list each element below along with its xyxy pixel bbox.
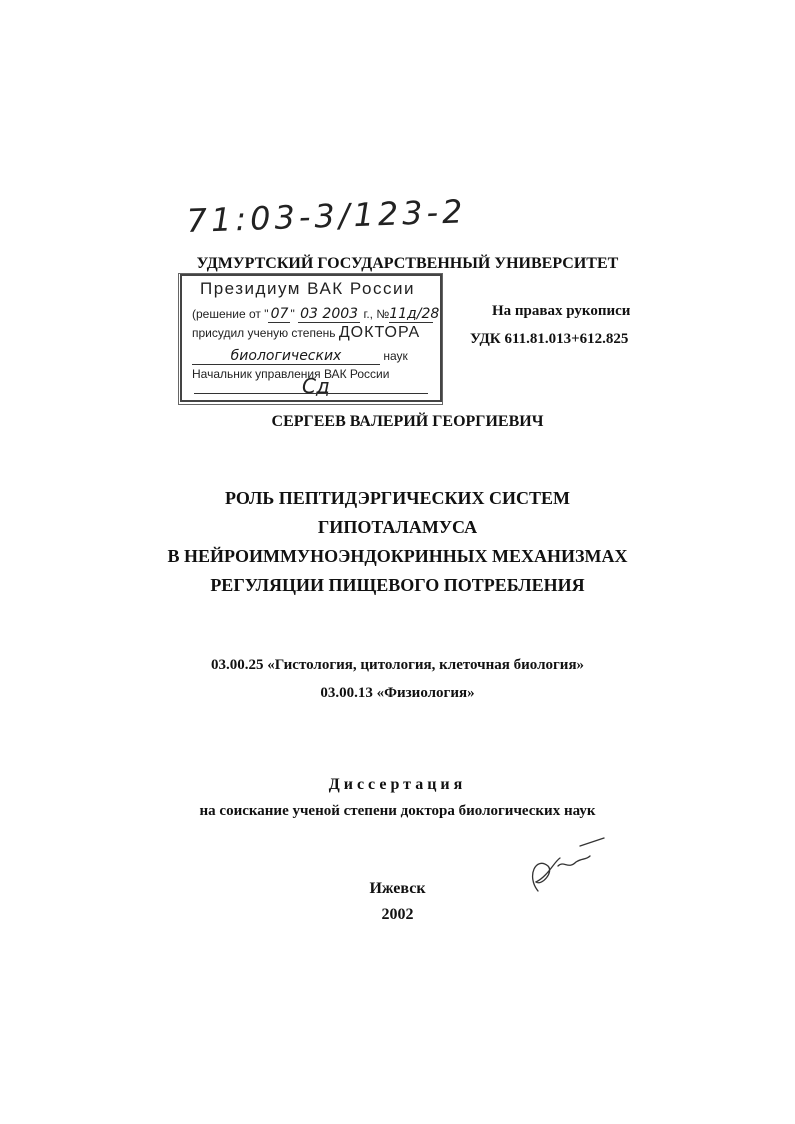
stamp-awarded [192,324,420,342]
stamp-signature: Сд [302,374,330,398]
stamp-awarded-text: присудил ученую степень [192,326,336,340]
stamp-decision-mid: " [290,307,295,321]
stamp-head: Начальник управления ВАК России [192,367,390,381]
title-line: В НЕЙРОИММУНОЭНДОКРИННЫХ МЕХАНИЗМАХ [167,546,628,566]
specialty-line: 03.00.25 «Гистология, цитология, клеточная биология» [210,657,585,673]
stamp-decision-number: 11д/28 [389,306,440,322]
city: Ижевск [369,880,426,897]
stamp-decision [192,306,440,323]
stamp-signature-line [194,393,428,394]
stamp-degree: ДОКТОРА [338,324,421,341]
stamp-decision-prefix: (решение от " [192,307,269,321]
document-purpose: на соискание ученой степени доктора биологических наук [199,803,596,819]
document-type: Диссертация [328,776,467,793]
title-line: ГИПОТАЛАМУСА [317,517,478,537]
dissertation-title [0,484,795,600]
specialty-line: 03.00.13 «Физиология» [320,685,475,701]
archive-code: 71:03-3/123-2 [186,192,468,240]
year: 2002 [381,906,414,923]
specialties [0,651,795,707]
stamp-field [192,348,432,365]
stamp-decision-year-suffix: г., № [363,307,390,321]
stamp-title: Президиум ВАК России [200,279,415,298]
title-line: РЕГУЛЯЦИИ ПИЩЕВОГО ПОТРЕБЛЕНИЯ [210,575,585,595]
rights-notice: На правах рукописи [492,303,631,319]
stamp-field-suffix: наук [383,349,408,363]
vak-stamp [180,274,442,402]
stamp-decision-date: 03 2003 [298,306,360,323]
university-name: УДМУРТСКИЙ ГОСУДАРСТВЕННЫЙ УНИВЕРСИТЕТ [196,255,619,272]
udk-code: УДК 611.81.013+612.825 [470,331,629,347]
author-name: СЕРГЕЕВ ВАЛЕРИЙ ГЕОРГИЕВИЧ [271,413,544,430]
stamp-decision-day: 07 [268,306,290,323]
stamp-field-handwritten: биологических [192,348,380,365]
title-line: РОЛЬ ПЕПТИДЭРГИЧЕСКИХ СИСТЕМ [224,488,571,508]
